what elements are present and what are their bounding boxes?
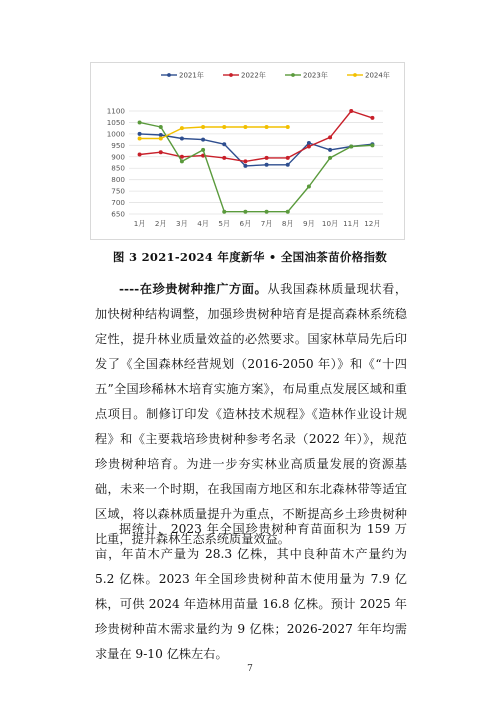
data-point [159, 136, 163, 140]
x-tick-label: 5月 [218, 219, 231, 228]
data-point [138, 132, 142, 136]
y-tick-label: 700 [111, 198, 125, 208]
data-point [265, 125, 269, 129]
data-point [265, 156, 269, 160]
data-point [328, 148, 332, 152]
data-point [243, 159, 247, 163]
x-tick-label: 10月 [321, 219, 339, 228]
data-point [286, 210, 290, 214]
data-point [328, 135, 332, 139]
data-point [286, 156, 290, 160]
y-tick-label: 650 [111, 209, 125, 219]
paragraph-rare-species [95, 277, 407, 552]
data-point [307, 141, 311, 145]
data-point [201, 148, 205, 152]
data-point [370, 143, 374, 147]
data-point [201, 125, 205, 129]
x-tick-label: 9月 [303, 219, 315, 228]
x-tick-label: 2月 [154, 219, 167, 228]
data-point [222, 210, 226, 214]
data-point [243, 125, 247, 129]
data-point [201, 138, 205, 142]
x-tick-label: 1月 [133, 219, 146, 228]
legend-swatch-marker [291, 73, 295, 77]
legend-label: 2021年 [179, 71, 204, 80]
data-point [265, 163, 269, 167]
y-tick-label: 750 [111, 186, 125, 196]
data-point [307, 185, 311, 189]
legend-label: 2024年 [365, 71, 390, 80]
x-tick-label: 4月 [197, 219, 209, 228]
chart-svg [91, 63, 404, 239]
data-point [159, 125, 163, 129]
data-point [286, 163, 290, 167]
data-point [328, 156, 332, 160]
y-tick-label: 900 [111, 152, 125, 162]
data-point [222, 125, 226, 129]
series-line [140, 122, 373, 211]
paragraph-body: 从我国森林质量现状看，加快树种结构调整，加强珍贵树种培育是提高森林系统稳定性，提升林业质量效益的必然要求。国家林草局先后印发了《全国森林经营规划（2016-2050 年）》和《“十四五”全国珍稀林木培育实施方案》，布局重点发展区域和重点项目。制修订印发《造林技术规程》《造林作业设计规程》和《主要栽培珍贵树种参考名录（2022 年）》，规范珍贵树种培育。为进一步夯实林业高质量发展的资源基础，未来一个时期，在我国南方地区和东北森林带等适宜区域，将以森林质量提升为重点，不断提高乡土珍贵树种比重，提升森林生态系统质量效益。 [95, 282, 408, 546]
y-tick-label: 1000 [106, 129, 125, 139]
page-number: 7 [247, 664, 253, 674]
x-tick-label: 11月 [343, 219, 360, 228]
data-point [159, 150, 163, 154]
data-point [265, 210, 269, 214]
data-point [243, 164, 247, 168]
y-tick-label: 950 [111, 140, 125, 150]
figure-caption: 图 3 2021-2024 年度新华 • 全国油茶苗价格指数 [112, 250, 388, 264]
x-tick-label: 7月 [260, 219, 273, 228]
legend-label: 2022年 [241, 71, 266, 80]
price-index-chart [90, 62, 405, 240]
data-point [180, 136, 184, 140]
data-point [222, 142, 226, 146]
y-tick-label: 800 [111, 175, 125, 185]
legend-label: 2023年 [303, 71, 328, 80]
data-point [370, 116, 374, 120]
legend-swatch-marker [229, 73, 233, 77]
x-tick-label: 6月 [239, 219, 252, 228]
data-point [349, 109, 353, 113]
legend-swatch-marker [353, 73, 357, 77]
legend-swatch-marker [167, 73, 171, 77]
data-point [138, 136, 142, 140]
data-point [307, 144, 311, 148]
x-tick-label: 12月 [364, 219, 381, 228]
data-point [286, 125, 290, 129]
y-tick-label: 1050 [106, 117, 125, 127]
y-tick-label: 850 [111, 163, 125, 173]
data-point [159, 133, 163, 137]
paragraph-statistics: 据统计，2023 年全国珍贵树种育苗面积为 159 万亩，年苗木产量为 28.3 亿株，其中良种苗木产量约为 5.2 亿株。2023 年全国珍贵树种苗木使用量为 7.9 亿株，可供 2024 年造林用苗量 16.8 亿株。预计 2025 年珍贵树种苗木需求量约为 9 亿株；2026-2027 年年均需求量在 9-10 亿株左右。 [95, 522, 407, 661]
x-tick-label: 3月 [176, 219, 188, 228]
data-point [222, 156, 226, 160]
y-tick-label: 1100 [106, 106, 125, 116]
data-point [349, 144, 353, 148]
data-point [180, 126, 184, 130]
paragraph-lead: ----在珍贵树种推广方面。 [119, 282, 268, 296]
data-point [138, 152, 142, 156]
x-tick-label: 8月 [281, 219, 294, 228]
data-point [243, 210, 247, 214]
data-point [138, 120, 142, 124]
data-point [180, 159, 184, 163]
